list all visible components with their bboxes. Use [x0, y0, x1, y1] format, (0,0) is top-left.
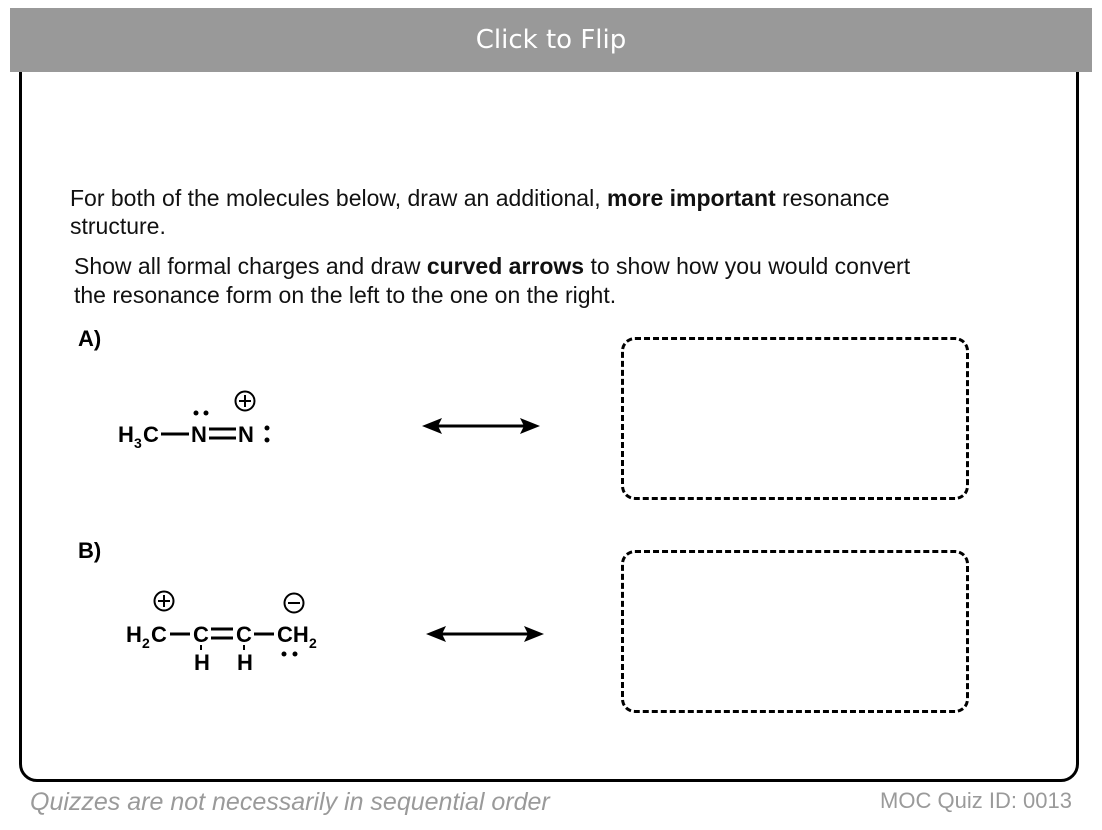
question-text: Show all formal charges and draw	[74, 253, 427, 279]
minus-charge-icon	[285, 594, 304, 613]
hydrogen-b: H	[237, 650, 253, 675]
h3c-h: H	[118, 422, 134, 447]
ch2-ch: CH	[277, 622, 309, 647]
carbon-3: C	[236, 622, 252, 647]
nitrogen-1: N	[191, 422, 207, 447]
h2c-subscript: 2	[142, 635, 150, 651]
plus-charge-icon	[155, 592, 174, 611]
part-b-label: B)	[78, 538, 102, 563]
resonance-arrow-icon	[422, 622, 548, 646]
ch2-subscript: 2	[309, 635, 317, 651]
question-text: resonance	[775, 185, 890, 211]
emphasis-more-important: more important	[607, 185, 776, 211]
nitrogen-2: N	[238, 422, 254, 447]
h2c-h: H	[126, 622, 142, 647]
emphasis-curved-arrows: curved arrows	[426, 253, 585, 279]
carbon-2: C	[193, 622, 209, 647]
answer-box-b[interactable]	[621, 550, 969, 713]
question-text: For both of the molecules below, draw an additional,	[70, 185, 607, 211]
resonance-arrow-icon	[418, 414, 544, 438]
question-line-4: the resonance form on the left to the one on the right.	[74, 282, 617, 308]
molecule-b-structure	[0, 0, 360, 680]
lone-pair-dot	[282, 652, 287, 657]
part-a-label: A)	[78, 326, 102, 351]
question-line-2: structure.	[70, 213, 166, 239]
click-to-flip-button[interactable]: Click to Flip	[10, 8, 1092, 72]
footer-note: Quizzes are not necessarily in sequential order	[30, 788, 550, 816]
h3c-subscript: 3	[134, 435, 142, 451]
h2c-c: C	[151, 622, 167, 647]
lone-pair-dot	[293, 652, 298, 657]
hydrogen-a: H	[194, 650, 210, 675]
answer-box-a[interactable]	[621, 337, 969, 500]
h3c-c: C	[143, 422, 159, 447]
quiz-id: MOC Quiz ID: 0013	[880, 788, 1072, 813]
question-text: to show how you would convert	[584, 253, 911, 279]
